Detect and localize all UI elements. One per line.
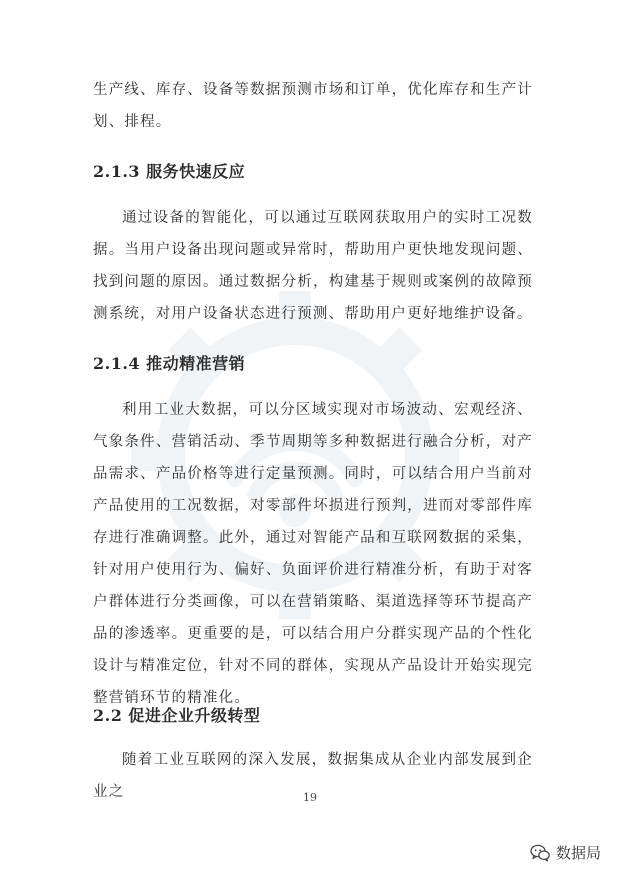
paragraph-continuation: 生产线、库存、设备等数据预测市场和订单，优化库存和生产计划、排程。 bbox=[93, 82, 533, 130]
page-number: 19 bbox=[303, 791, 317, 804]
brand-label: 数据局 bbox=[556, 844, 602, 862]
section-heading-2-1-3: 2.1.3 服务快速反应 bbox=[93, 162, 246, 181]
wechat-icon bbox=[530, 844, 550, 862]
paragraph-precision-marketing: 利用工业大数据，可以分区域实现对市场波动、宏观经济、气象条件、营销活动、季节周期等多种数据进行融合分析，对产品需求、产品价格等进行定量预测。同时，可以结合用户当前对产品使用的工况数据，对零部件坏损进行预判，进而对零部件库存进行准确调整。此外，通过对智能产品和互联网数据的采集，针对用户使用行为、偏好、负面评价进行精准分析，有助于对客户群体进行分类画像，可以在营销策略、渠道选择等环节提高产品的渗透率。更重要的是，可以结合用户分群实现产品的个性化设计与精准定位，针对不同的群体，实现从产品设计开始实现完整营销环节的精准化。 bbox=[93, 402, 533, 706]
section-heading-2-1-4: 2.1.4 推动精准营销 bbox=[93, 354, 246, 373]
paragraph-service-response: 通过设备的智能化，可以通过互联网获取用户的实时工况数据。当用户设备出现问题或异常时，帮助用户更快地发现问题、找到问题的原因。通过数据分析，构建基于规则或案例的故障预测系统，对用户设备状态进行预测、帮助用户更好地维护设备。 bbox=[93, 210, 533, 322]
section-heading-2-2: 2.2 促进企业升级转型 bbox=[93, 706, 261, 725]
paragraph-upgrade-transition: 随着工业互联网的深入发展，数据集成从企业内部发展到企业之 bbox=[93, 752, 533, 800]
brand-watermark bbox=[530, 842, 601, 863]
